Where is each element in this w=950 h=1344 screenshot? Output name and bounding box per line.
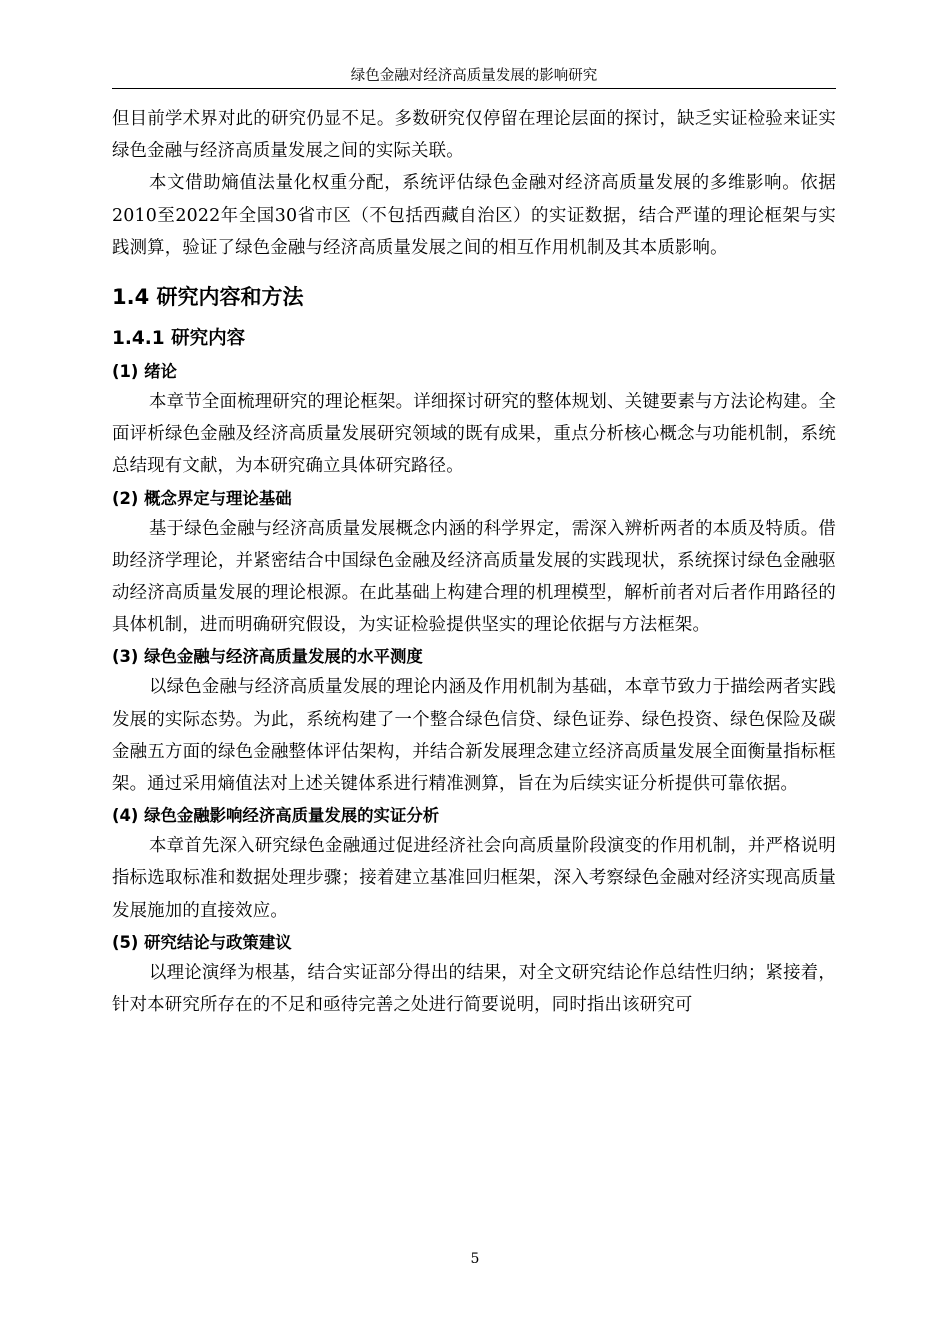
item-body-5: 以理论演绎为根基，结合实证部分得出的结果，对全文研究结论作总结性归纳；紧接着，针对本研究所存在的不足和亟待完善之处进行简要说明，同时指出该研究可: [112, 962, 836, 1016]
running-header: 绿色金融对经济高质量发展的影响研究: [350, 68, 598, 84]
item-body-2: 基于绿色金融与经济高质量发展概念内涵的科学界定，需深入辨析两者的本质及特质。借助经济学理论，并紧密结合中国绿色金融及经济高质量发展的实践现状，系统探讨绿色金融驱动经济高质量发展的理论根源。在此基础上构建合理的机理模型，解析前者对后者作用路径的具体机制，进而明确研究假设，为实证检验提供坚实的理论依据与方法框架。: [112, 518, 836, 636]
item-heading-4: (4) 绿色金融影响经济高质量发展的实证分析: [112, 806, 440, 826]
item-heading-5: (5) 研究结论与政策建议: [112, 932, 292, 952]
subsection-heading: 1.4.1 研究内容: [112, 328, 246, 350]
intro-paragraph-2: 本文借助熵值法量化权重分配，系统评估绿色金融对经济高质量发展的多维影响。依据2010至2022年全国30省市区（不包括西藏自治区）的实证数据，结合严谨的理论框架与实践测算，验证了绿色金融与经济高质量发展之间的相互作用机制及其本质影响。: [112, 173, 836, 258]
item-body-4: 本章首先深入研究绿色金融通过促进经济社会向高质量阶段演变的作用机制，并严格说明指标选取标准和数据处理步骤；接着建立基准回归框架，深入考察绿色金融对经济实现高质量发展施加的直接效应。: [112, 836, 836, 921]
item-heading-1: (1) 绪论: [112, 362, 177, 382]
intro-paragraph-1: 但目前学术界对此的研究仍显不足。多数研究仅停留在理论层面的探讨，缺乏实证检验来证实绿色金融与经济高质量发展之间的实际关联。: [112, 109, 836, 162]
item-heading-3: (3) 绿色金融与经济高质量发展的水平测度: [112, 647, 423, 667]
header-divider: [112, 88, 836, 89]
item-body-3: 以绿色金融与经济高质量发展的理论内涵及作用机制为基础，本章节致力于描绘两者实践发展的实际态势。为此，系统构建了一个整合绿色信贷、绿色证券、绿色投资、绿色保险及碳金融五方面的绿色金融整体评估架构，并结合新发展理念建立经济高质量发展全面衡量指标框架。通过采用熵值法对上述关键体系进行精准测算，旨在为后续实证分析提供可靠依据。: [112, 677, 836, 795]
page-number: 5: [470, 1251, 480, 1267]
page-body: [112, 103, 836, 1021]
item-body-1: 本章节全面梳理研究的理论框架。详细探讨研究的整体规划、关键要素与方法论构建。全面评析绿色金融及经济高质量发展研究领域的既有成果，重点分析核心概念与功能机制，系统总结现有文献，为本研究确立具体研究路径。: [112, 392, 836, 477]
section-heading: 1.4 研究内容和方法: [112, 285, 304, 310]
item-heading-2: (2) 概念界定与理论基础: [112, 488, 292, 508]
